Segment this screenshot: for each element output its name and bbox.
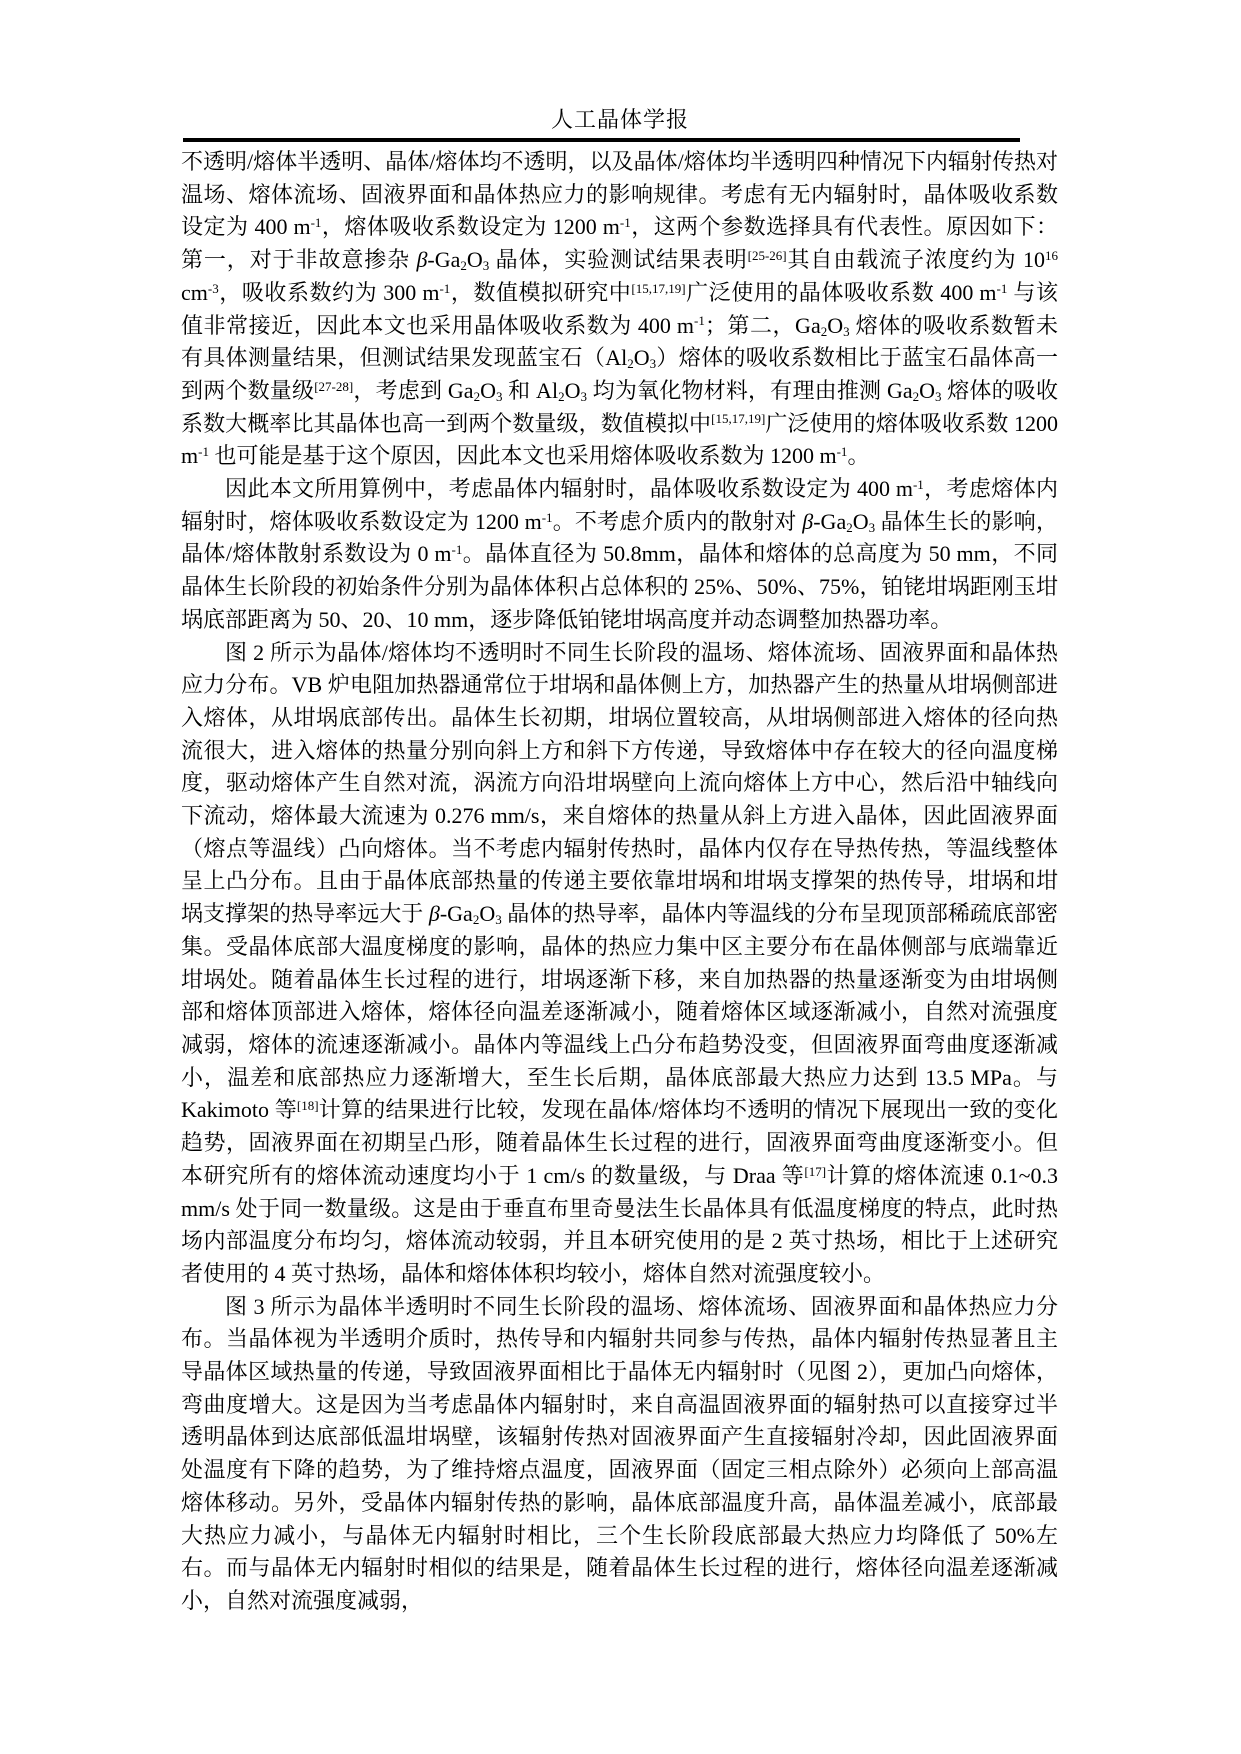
body-paragraph-3: 图 2 所示为晶体/熔体均不透明时不同生长阶段的温场、熔体流场、固液界面和晶体热应力分布。VB 炉电阻加热器通常位于坩埚和晶体侧上方，加热器产生的热量从坩埚侧部进入熔体，从坩埚底部传出。晶体生长初期，坩埚位置较高，从坩埚侧部进入熔体的径向热流很大，进入熔体的热量分别向斜上方和斜下方传递，导致熔体中存在较大的径向温度梯度，驱动熔体产生自然对流，涡流方向沿坩埚壁向上流向熔体上方中心，然后沿中轴线向下流动，熔体最大流速为 0.276 mm/s，来自熔体的热量从斜上方进入晶体，因此固液界面（熔点等温线）凸向熔体。当不考虑内辐射传热时，晶体内仅存在导热传热，等温线整体呈上凸分布。且由于晶体底部热量的传递主要依靠坩埚和坩埚支撑架的热传导，坩埚和坩埚支撑架的热导率远大于 $\beta-Ga_2O_3$ 晶体的热导率，晶体内等温线的分布呈现顶部稀疏底部密集。受晶体底部大温度梯度的影响，晶体的热应力集中区主要分布在晶体侧部与底端靠近坩埚处。随着晶体生长过程的进行，坩埚逐渐下移，来自加热器的热量逐渐变为由坩埚侧部和熔体顶部进入熔体，熔体径向温差逐渐减小，随着熔体区域逐渐减小，自然对流强度减弱，熔体的流速逐渐减小。晶体内等温线上凸分布趋势没变，但固液界面弯曲度逐渐减小，温差和底部热应力逐渐增大，至生长后期，晶体底部最大热应力达到 13.5 MPa。与 Kakimoto 等[18]计算的结果进行比较，发现在晶体/熔体均不透明的情况下展现出一致的变化趋势，固液界面在初期呈凸形，随着晶体生长过程的进行，固液界面弯曲度逐渐变小。但本研究所有的熔体流动速度均小于 1 cm/s 的数量级，与 Draa 等[17]计算的熔体流速 0.1~0.3 mm/s 处于同一数量级。这是由于垂直布里奇曼法生长晶体具有低温度梯度的特点，此时热场内部温度分布均匀，熔体流动较弱，并且本研究使用的是 2 英寸热场，相比于上述研究者使用的 4 英寸热场，晶体和熔体体积均较小，熔体自然对流强度较小。 <box>181 639 1058 1286</box>
body-paragraph-1: 不透明/熔体半透明、晶体/熔体均不透明，以及晶体/熔体均半透明四种情况下内辐射传热对温场、熔体流场、固液界面和晶体热应力的影响规律。考虑有无内辐射时，晶体吸收系数设定为 400 $m^{-1}$，熔体吸收系数设定为 1200 $m^{-1}$，这两个参数选择具有代表性。原因如下：第一，对于非故意掺杂 $\beta-Ga_2O_3$ 晶体，实验测试结果表明[25-26]其自由载流子浓度约为 $10^{16}$ $cm^{-3}$，吸收系数约为 300 $m^{-1}$，数值模拟研究中[15,17,19]广泛使用的晶体吸收系数 400 $m^{-1}$ 与该值非常接近，因此本文也采用晶体吸收系数为 400 $m^{-1}$；第二，$Ga_2O_3$ 熔体的吸收系数暂未有具体测量结果，但测试结果发现蓝宝石$(Al_2O_3)$熔体的吸收系数相比于蓝宝石晶体高一到两个数量级[27-28]，考虑到 $Ga_2O_3$ 和 $Al_2O_3$ 均为氧化物材料，有理由推测 $Ga_2O_3$ 熔体的吸收系数大概率比其晶体也高一到两个数量级，数值模拟中[15,17,19]广泛使用的熔体吸收系数 1200 $m^{-1}$ 也可能是基于这个原因，因此本文也采用熔体吸收系数为 1200 $m^{-1}$。 <box>181 149 1058 469</box>
body-paragraph-2: 因此本文所用算例中，考虑晶体内辐射时，晶体吸收系数设定为 400 $m^{-1}$，考虑熔体内辐射时，熔体吸收系数设定为 1200 $m^{-1}$。不考虑介质内的散射对 $\beta-Ga_2O_3$ 晶体生长的影响，晶体/熔体散射系数设为 0 $m^{-1}$。晶体直径为 50.8mm，晶体和熔体的总高度为 50 mm，不同晶体生长阶段的初始条件分别为晶体体积占总体积的 25%、50%、75%，铂铑坩埚距刚玉坩埚底部距离为 50、20、10 mm，逐步降低铂铑坩埚高度并动态调整加热器功率。 <box>181 476 1059 632</box>
header-rule <box>183 138 1020 142</box>
body-text <box>181 146 1058 1618</box>
journal-title: 人工晶体学报 <box>550 107 689 132</box>
body-paragraph-4: 图 3 所示为晶体半透明时不同生长阶段的温场、熔体流场、固液界面和晶体热应力分布。当晶体视为半透明介质时，热传导和内辐射共同参与传热，晶体内辐射传热显著且主导晶体区域热量的传递，导致固液界面相比于晶体无内辐射时（见图 2），更加凸向熔体，弯曲度增大。这是因为当考虑晶体内辐射时，来自高温固液界面的辐射热可以直接穿过半透明晶体到达底部低温坩埚壁，该辐射传热对固液界面产生直接辐射冷却，因此固液界面处温度有下降的趋势，为了维持熔点温度，固液界面（固定三相点除外）必须向上部高温熔体移动。另外，受晶体内辐射传热的影响，晶体底部温度升高，晶体温差减小，底部最大热应力减小，与晶体无内辐射时相比，三个生长阶段底部最大热应力均降低了 50%左右。而与晶体无内辐射时相似的结果是，随着晶体生长过程的进行，熔体径向温差逐渐减小，自然对流强度减弱， <box>181 1293 1058 1613</box>
